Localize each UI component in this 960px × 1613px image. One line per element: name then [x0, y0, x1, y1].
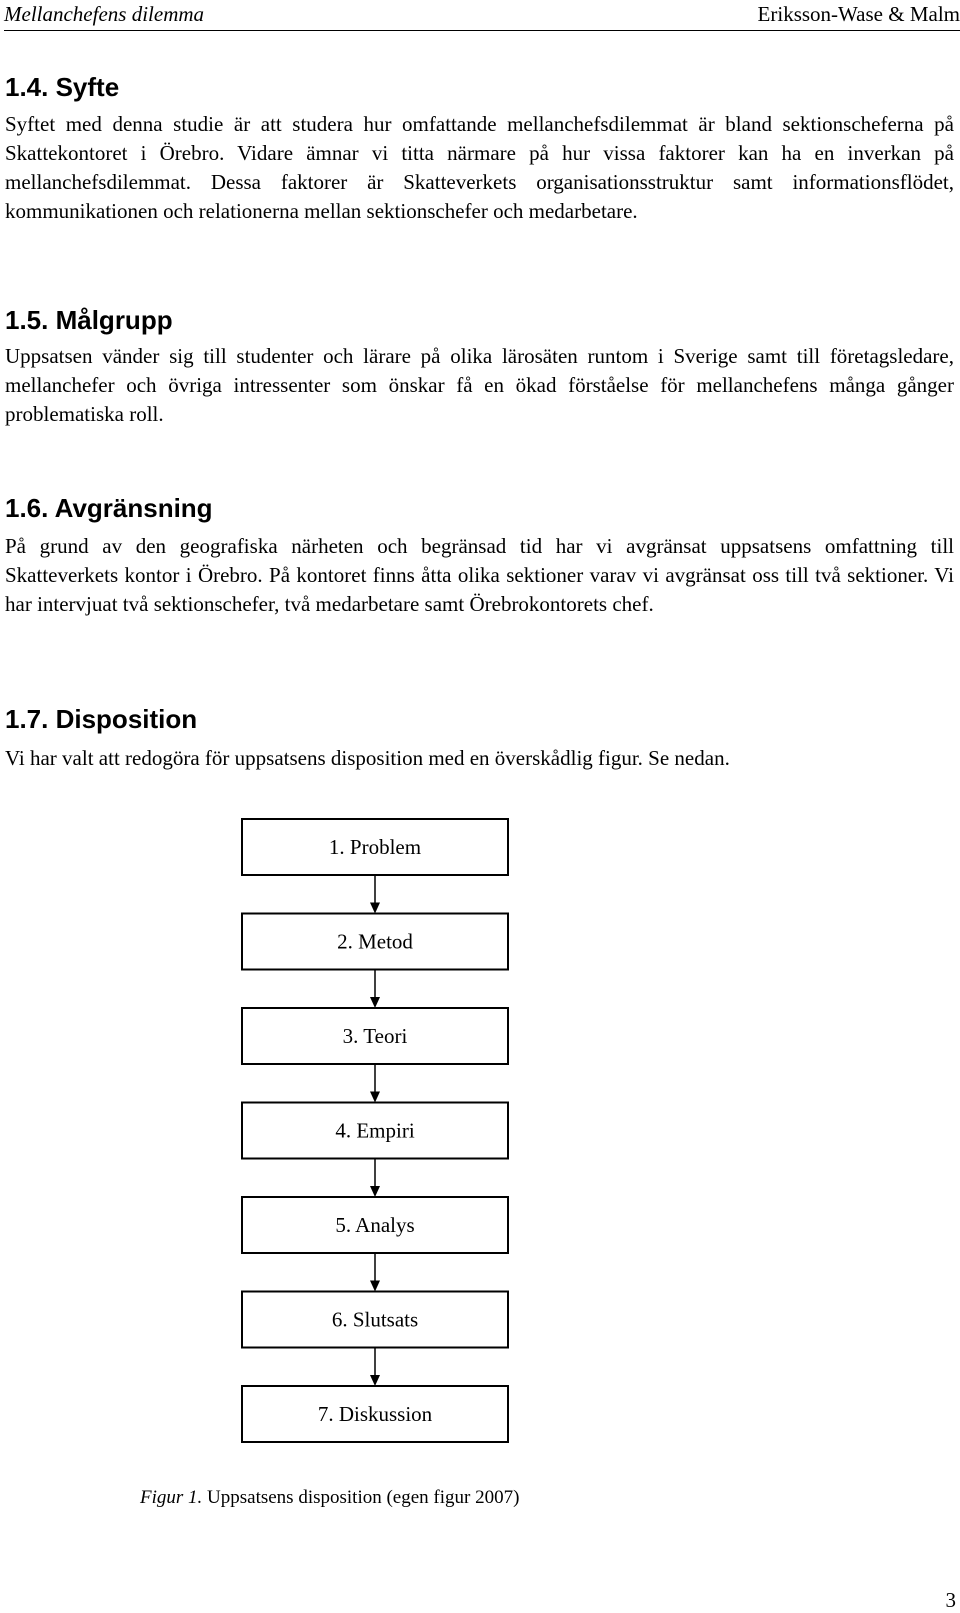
flow-step-4	[242, 1103, 508, 1159]
flow-arrow	[370, 875, 380, 914]
heading-syfte: 1.4. Syfte	[5, 72, 120, 102]
flow-step-1	[242, 819, 508, 875]
flow-arrow	[370, 1159, 380, 1198]
flow-arrow	[370, 970, 380, 1009]
flow-arrow	[370, 1253, 380, 1292]
flow-step-label: 2. Metod	[337, 929, 413, 954]
flow-step-label: 5. Analys	[335, 1213, 415, 1237]
paragraph-syfte: Syftet med denna studie är att studera hur omfattande mellanchefsdilemmat är bland sektionscheferna på Skattekontoret i Örebro. Vidare ämnar vi titta närmare på hur vissa faktorer kan ha en inverkan på mellanchefsdilemmat. Dessa faktorer är Skatteverkets organisationsstruktur samt informationsflödet, kommunikationen och relationerna mellan sektionschefer och medarbetare.	[5, 112, 954, 223]
heading-malgrupp: 1.5. Målgrupp	[5, 305, 173, 335]
header-authors: Eriksson-Wase & Malm	[757, 2, 960, 26]
paragraph-malgrupp: Uppsatsen vänder sig till studenter och lärare på olika lärosäten runtom i Sverige samt till företagsledare, mellanchefer och övriga intressenter som önskar få en ökad förståelse för mellanchefens många gånger problematiska roll.	[5, 344, 954, 426]
heading-avgransning: 1.6. Avgränsning	[5, 493, 213, 523]
flow-arrow	[370, 1064, 380, 1103]
flow-arrow	[370, 1348, 380, 1387]
flow-step-2	[242, 914, 508, 970]
flow-step-7	[242, 1386, 508, 1442]
flow-step-label: 4. Empiri	[335, 1118, 415, 1143]
flow-step-label: 7. Diskussion	[317, 1402, 433, 1426]
flow-step-label: 1. Problem	[328, 835, 422, 859]
heading-disposition: 1.7. Disposition	[5, 704, 198, 734]
flow-step-6	[242, 1292, 508, 1348]
caption-label: Figur 1.	[140, 1487, 203, 1508]
paragraph-disposition: Vi har valt att redogöra för uppsatsens disposition med en överskådlig figur. Se nedan.	[5, 746, 730, 770]
header-title: Mellanchefens dilemma	[4, 2, 205, 26]
flow-step-label: 3. Teori	[342, 1024, 408, 1048]
paragraph-avgransning: På grund av den geografiska närheten och begränsad tid har vi avgränsat uppsatsens omfattning till Skatteverkets kontor i Örebro. På kontoret finns åtta olika sektioner varav vi avgränsat oss till två sektioner. Vi har intervjuat två sektionschefer, två medarbetare samt Örebrokontorets chef.	[5, 534, 954, 616]
figure-caption	[140, 1486, 519, 1510]
caption-text: Uppsatsens disposition (egen figur 2007)	[202, 1487, 520, 1508]
flow-step-5	[242, 1197, 508, 1253]
flow-step-label: 6. Slutsats	[331, 1307, 419, 1332]
flow-step-3	[242, 1008, 508, 1064]
page-number: 3	[945, 1588, 956, 1612]
